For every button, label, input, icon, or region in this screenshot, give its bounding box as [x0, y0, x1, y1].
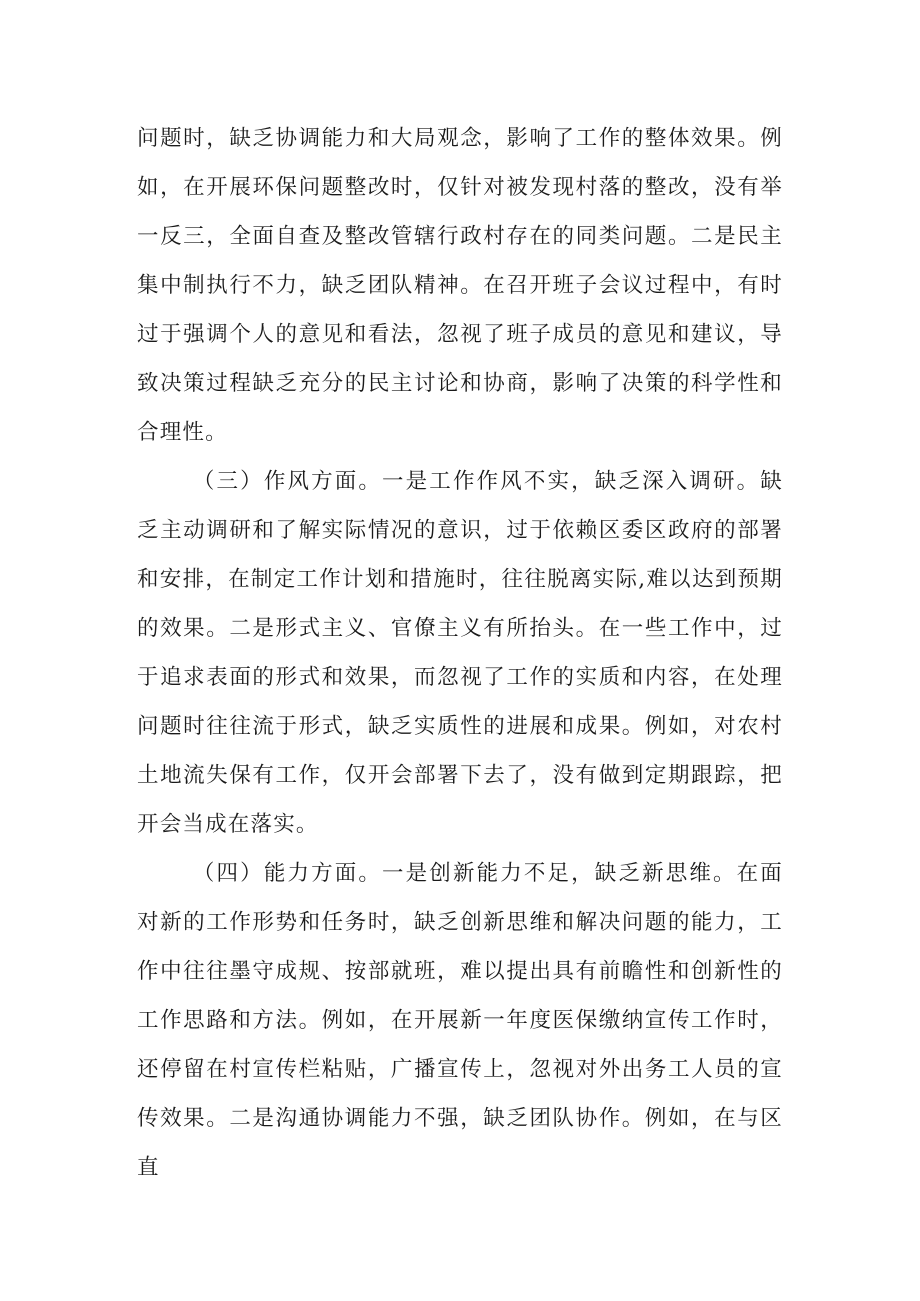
document-body: [137, 114, 783, 1192]
paragraph-continuation: 问题时，缺乏协调能力和大局观念，影响了工作的整体效果。例如，在开展环保问题整改时，仅针对被发现村落的整改，没有举一反三，全面自查及整改管辖行政村存在的同类问题。二是民主集中制执行不力，缺乏团队精神。在召开班子会议过程中，有时过于强调个人的意见和看法，忽视了班子成员的意见和建议，导致决策过程缺乏充分的民主讨论和协商，影响了决策的科学性和合理性。: [137, 126, 783, 445]
paragraph-work-style: （三）作风方面。一是工作作风不实，缺乏深入调研。缺乏主动调研和了解实际情况的意识，过于依赖区委区政府的部署和安排，在制定工作计划和措施时，往往脱离实际,难以达到预期的效果。二是形式主义、官僚主义有所抬头。在一些工作中，过于追求表面的形式和效果，而忽视了工作的实质和内容，在处理问题时往往流于形式，缺乏实质性的进展和成果。例如，对农村土地流失保有工作，仅开会部署下去了，没有做到定期跟踪，把开会当成在落实。: [137, 469, 783, 837]
paragraph-ability: （四）能力方面。一是创新能力不足，缺乏新思维。在面对新的工作形势和任务时，缺乏创新思维和解决问题的能力，工作中往往墨守成规、按部就班，难以提出具有前瞻性和创新性的工作思路和方法。例如，在开展新一年度医保缴纳宣传工作时，还停留在村宣传栏粘贴，广播宣传上，忽视对外出务工人员的宣传效果。二是沟通协调能力不强，缺乏团队协作。例如，在与区直: [137, 861, 783, 1180]
